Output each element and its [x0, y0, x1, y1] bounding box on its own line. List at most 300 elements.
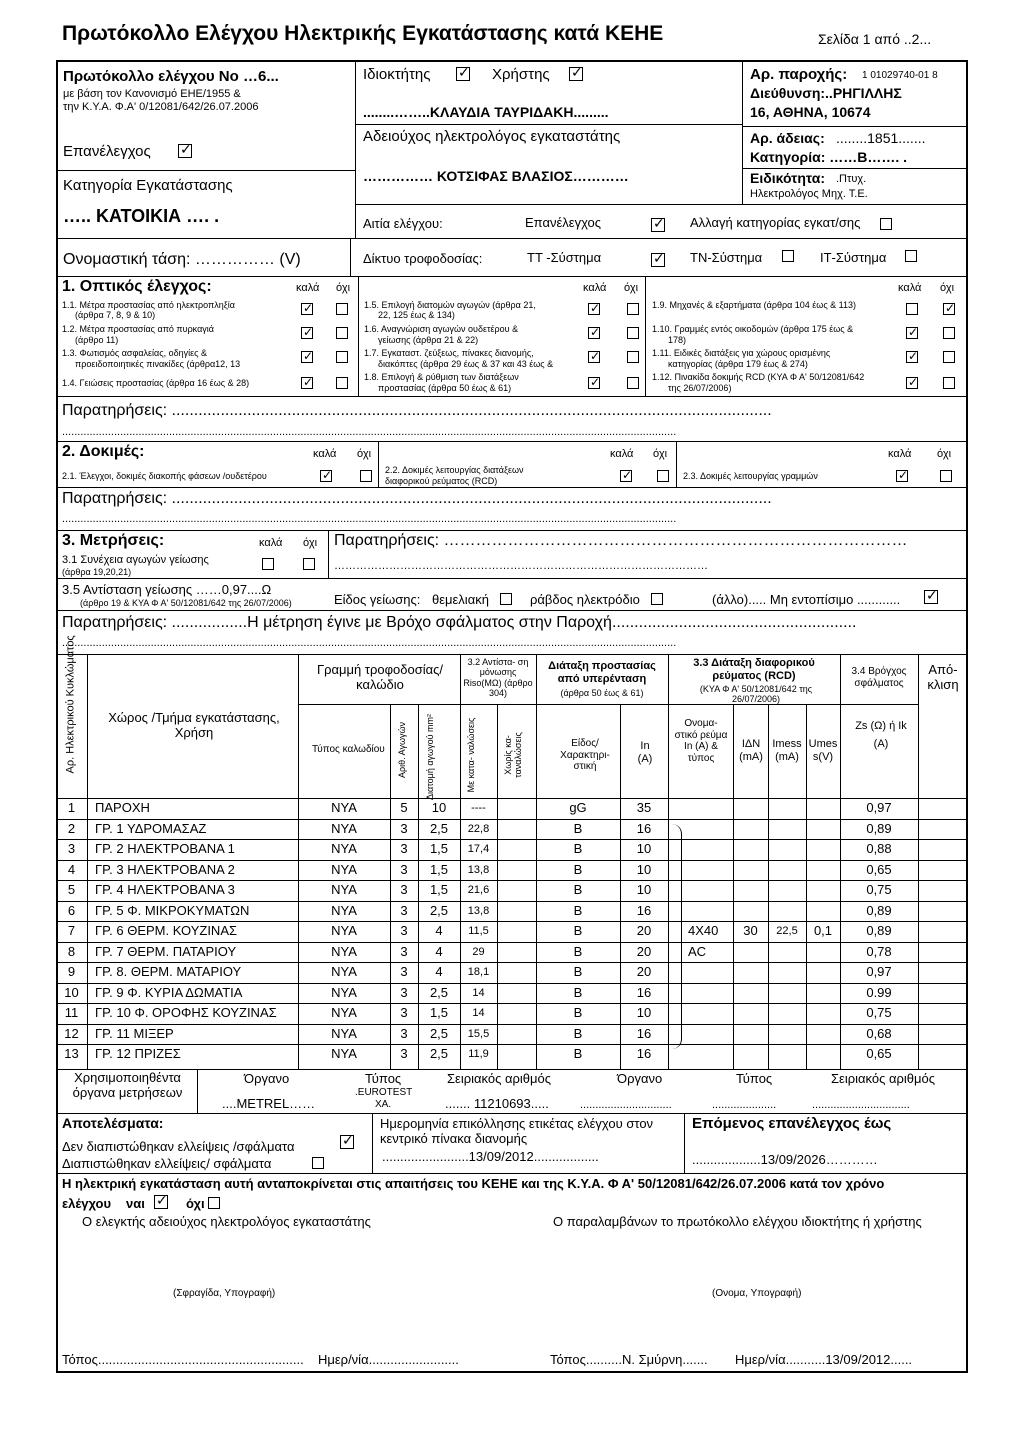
cell-n: 3: [67, 841, 76, 856]
cell-zs: 0,97: [866, 800, 892, 815]
label-date-label-2: κεντρικό πίνακα διανομής: [380, 1131, 528, 1146]
visual-1-3-no[interactable]: [336, 351, 348, 363]
cell-area: ΓΡ. 12 ΠΡΙΖΕΣ: [95, 1046, 181, 1061]
cell-type: B: [573, 943, 583, 959]
cell-zs: 0,89: [866, 923, 892, 938]
col-in: In (A): [637, 740, 653, 765]
tests-title: 2. Δοκιμές:: [62, 443, 145, 460]
cell-zs: 0,89: [866, 820, 892, 836]
network-label: Δίκτυο τροφοδοσίας:: [363, 251, 483, 266]
cell-sec: 4: [435, 964, 443, 979]
cell-umes: [806, 880, 840, 900]
network-tn-checkbox[interactable]: [782, 250, 794, 262]
tests-no-header-3: όχι: [937, 448, 952, 460]
cell-rated: 4X40: [688, 923, 719, 938]
cell-umes: [806, 860, 840, 880]
visual-1-1-no[interactable]: [336, 303, 348, 315]
cell-n: 11: [64, 1005, 79, 1020]
license-label: Αρ. άδειας:: [750, 130, 825, 146]
test-2-1: 2.1. Έλεγχοι, δοκιμές διακοπής φάσεων /ουδετέρου: [62, 471, 267, 481]
measurement-3-5: 3.5 Αντίσταση γείωσης ……0,97....Ω: [62, 582, 272, 597]
visual-item-1-9: 1.9. Μηχανές & εξαρτήματα (άρθρα 104 έως & 113): [652, 300, 857, 310]
cell-cable: NYA: [331, 923, 357, 938]
cell-idn: [733, 819, 768, 839]
cell-sec: 10: [431, 800, 447, 815]
cell-num: 3: [400, 1005, 408, 1020]
reason-recheck-checkbox[interactable]: [651, 218, 665, 232]
cell-iso: 13,8: [467, 863, 490, 876]
visual-item-1-7-ref: διακόπτες (άρθρα 29 έως & 37 και 43 έως &: [378, 359, 554, 369]
visual-1-12-no[interactable]: [943, 377, 955, 389]
cell-in: 16: [636, 902, 652, 918]
cell-sec: 1,5: [429, 841, 449, 856]
cell-area: ΓΡ. 10 Φ. ΟΡΟΦΗΣ ΚΟΥΖΙΝΑΣ: [95, 1005, 277, 1020]
cell-type: B: [573, 841, 583, 856]
measurements-title: 3. Μετρήσεις:: [62, 532, 165, 549]
supply-number-label: Αρ. παροχής:: [750, 66, 848, 83]
visual-item-1-11: 1.11. Ειδικές διατάξεις για χώρους ορισμένης: [652, 348, 831, 358]
cell-sec: 2,5: [429, 820, 449, 836]
instrument-serial-header-2: Σειριακός αριθμός: [831, 1071, 935, 1086]
col-idn: IΔN (mA): [739, 738, 763, 763]
visual-1-5-good[interactable]: [588, 303, 600, 315]
cell-cable: NYA: [331, 861, 357, 877]
cell-num: 3: [400, 923, 408, 938]
cell-rated: [688, 1044, 733, 1064]
visual-1-10-good[interactable]: [906, 327, 918, 339]
rcd-bracket: [672, 824, 682, 1049]
cell-cable: NYA: [331, 841, 357, 856]
instrument-type-header-2: Τύπος: [736, 1071, 773, 1086]
instrument-type-value-2b: .....................: [712, 1099, 777, 1111]
cell-num: 3: [400, 964, 408, 979]
visual-item-1-11-ref: κατηγορίας (άρθρα 179 έως & 274): [668, 359, 808, 369]
cell-type: B: [573, 1025, 583, 1041]
cell-area: ΓΡ. 3 ΗΛΕΚΤΡΟΒΑΝΑ 2: [95, 861, 235, 877]
visual-1-4-good[interactable]: [301, 377, 313, 389]
network-it: ΙΤ-Σύστημα: [820, 250, 887, 265]
cell-zs: 0,75: [866, 1005, 892, 1020]
cell-rated: [688, 819, 733, 839]
test-2-1-no[interactable]: [360, 470, 372, 482]
cell-n: 8: [67, 943, 76, 959]
visual-1-11-good[interactable]: [906, 351, 918, 363]
visual-no-header-2: όχι: [624, 282, 639, 294]
test-2-3: 2.3. Δοκιμές λειτουργίας γραμμών: [683, 471, 818, 481]
cell-num: 3: [400, 1046, 408, 1061]
reason-category-change: Αλλαγή κατηγορίας εγκατ/σης: [690, 215, 861, 230]
network-it-checkbox[interactable]: [905, 250, 917, 262]
instrument-type-value: .EUROTEST: [355, 1087, 413, 1098]
measurement-3-1: 3.1 Συνέχεια αγωγών γείωσης: [62, 554, 209, 566]
cell-rated: [688, 983, 733, 1003]
place-right: Τόπος..........Ν. Σμύρνη.......: [550, 1352, 708, 1367]
cell-iso: 11,9: [468, 1048, 489, 1060]
cell-idn: [733, 1044, 768, 1064]
next-recheck-label: Επόμενος επανέλεγχος έως: [692, 1115, 892, 1132]
cell-zs: 0,78: [866, 943, 892, 959]
tests-no-header-2: όχι: [653, 448, 668, 460]
instruments-label: Χρησιμοποιηθέντα όργανα μετρήσεων: [72, 1070, 183, 1100]
cell-num: 3: [400, 1025, 408, 1041]
cell-iso: 14: [472, 986, 485, 999]
test-2-1-good[interactable]: [320, 470, 332, 482]
cell-sec: 2,5: [429, 984, 449, 1000]
owner-checkbox[interactable]: [456, 67, 470, 81]
cell-rated: [688, 880, 733, 900]
reason-label: Αιτία ελέγχου:: [363, 216, 443, 231]
visual-item-1-10-ref: 178): [668, 335, 687, 345]
cell-in: 20: [636, 923, 652, 938]
cell-sec: 2,5: [429, 1025, 449, 1041]
cell-area: ΠΑΡΟΧΗ: [95, 800, 150, 815]
visual-item-1-7: 1.7. Εγκαταστ. ζεύξεως, πίνακες διανομής,: [364, 348, 534, 358]
recheck-label: Επανέλεγχος: [63, 143, 151, 160]
cell-n: 9: [67, 964, 76, 979]
cell-type: gG: [569, 800, 587, 815]
visual-1-7-no[interactable]: [627, 351, 639, 363]
col-overcurrent-ref: (άρθρα 50 έως & 61): [560, 688, 644, 698]
test-2-2-good[interactable]: [620, 470, 632, 482]
visual-no-header-1: όχι: [336, 282, 351, 294]
col-rcd: 3.3 Διάταξη διαφορικού ρεύματος (RCD): [693, 657, 815, 682]
visual-1-1-good[interactable]: [301, 303, 313, 315]
cell-type: B: [573, 820, 583, 836]
cell-n: 12: [64, 1025, 79, 1041]
cell-idn: [733, 1003, 768, 1023]
col-zs: Zs (Ω) ή Ik (A): [855, 720, 907, 750]
cell-rated: AC: [688, 943, 707, 959]
cell-in: 16: [636, 1025, 652, 1041]
visual-item-1-2: 1.2. Μέτρα προστασίας από πυρκαγιά: [62, 324, 214, 334]
results-title: Αποτελέσματα:: [62, 1115, 164, 1131]
col-conductor-count: Αριθ. Αγωγών: [397, 721, 407, 779]
cell-imes: [768, 1044, 806, 1064]
cell-umes: 0,1: [813, 923, 833, 938]
cell-sec: 1,5: [429, 861, 449, 877]
visual-item-1-5-ref: 22, 125 έως & 134): [378, 310, 455, 320]
cell-sec: 2,5: [429, 902, 449, 918]
cell-area: ΓΡ. 8. ΘΕΡΜ. ΜΑΤΑΡΙΟΥ: [95, 964, 242, 979]
cell-num: 3: [400, 902, 408, 918]
visual-1-2-good[interactable]: [301, 327, 313, 339]
cell-in: 35: [636, 800, 652, 815]
cell-sec: 2,5: [429, 1046, 449, 1061]
cell-n: 5: [67, 882, 76, 897]
cell-num: 3: [400, 820, 408, 836]
cell-cable: NYA: [331, 943, 357, 959]
cell-n: 1: [67, 800, 76, 815]
visual-item-1-10: 1.10. Γραμμές εντός οικοδομών (άρθρα 175 έως &: [652, 324, 854, 334]
cell-area: ΓΡ. 11 ΜΙΞΕΡ: [95, 1025, 174, 1041]
cell-idn: [733, 1024, 768, 1044]
compliance-statement: Η ηλεκτρική εγκατάσταση αυτή ανταποκρίνεται στις απαιτήσεις του ΚΕΗΕ και της Κ.Υ.Α. Φ Α' 50/12081/642/26.07.2006 κατά τον χρόνο: [62, 1176, 885, 1191]
result-faults: Διαπιστώθηκαν ελλείψεις/ σφάλματα: [62, 1156, 272, 1171]
result-no-faults: Δεν διαπιστώθηκαν ελλείψεις /σφάλματα: [62, 1139, 295, 1154]
visual-item-1-8-ref: προστασίας (άρθρα 50 έως & 61): [378, 383, 512, 393]
cell-in: 16: [636, 984, 652, 1000]
cell-iso: 29: [472, 945, 485, 958]
cell-zs: 0,88: [866, 841, 892, 856]
category-value: ….. ΚΑΤΟΙΚΙΑ …. .: [63, 206, 220, 226]
cell-imes: [768, 819, 806, 839]
visual-item-1-1: 1.1. Μέτρα προστασίας από ηλεκτροπληξία: [62, 300, 235, 310]
test-2-2-no[interactable]: [657, 470, 669, 482]
cell-idn: [733, 901, 768, 921]
reason-recheck: Επανέλεγχος: [525, 215, 602, 230]
compliance-statement-2: ελέγχου: [62, 1196, 112, 1211]
cell-zs: 0,97: [866, 964, 892, 979]
electrician-name: …………… ΚΟΤΣΙΦΑΣ ΒΛΑΣΙΟΣ…………: [363, 168, 629, 184]
cell-umes: [806, 839, 840, 859]
visual-remarks-dots: .........................................................................................................................................................................................................: [62, 426, 677, 438]
address-label: Διεύθυνση:..ΡΗΓΙΛΛΗΣ: [750, 85, 902, 101]
cell-in: 20: [636, 964, 652, 979]
compliance-no-checkbox[interactable]: [208, 1197, 220, 1209]
name-signature: (Ονομα, Υπογραφή): [712, 1288, 802, 1299]
tests-good-header-1: καλά: [313, 448, 337, 460]
cell-rated: [688, 860, 733, 880]
visual-item-1-2-ref: (άρθρο 11): [75, 335, 119, 345]
cell-idn: [733, 942, 768, 962]
cell-imes: [768, 942, 806, 962]
electrician-label: Αδειούχος ηλεκτρολόγος εγκαταστάτης: [363, 128, 621, 145]
earth-foundation: θεμελιακή: [432, 592, 489, 607]
cell-idn: [733, 880, 768, 900]
cell-in: 10: [636, 882, 652, 897]
category-label: Κατηγορία Εγκατάστασης: [63, 177, 233, 194]
visual-1-8-no[interactable]: [627, 377, 639, 389]
cell-zs: 0,65: [866, 1046, 892, 1061]
cell-type: B: [573, 1005, 583, 1020]
test-2-3-no[interactable]: [940, 470, 952, 482]
visual-item-1-3-ref: προειδοποιητικές πινακίδες (άρθρα12, 13: [75, 359, 241, 369]
meas-remarks-2: Παρατηρήσεις: .................Η μέτρηση έγινε με Βρόχο σφάλματος στην Παροχή.......................................................: [62, 614, 857, 631]
cell-imes: [768, 798, 806, 818]
compliance-yes-checkbox[interactable]: [154, 1195, 168, 1209]
cell-umes: [806, 962, 840, 982]
cell-imes: [768, 839, 806, 859]
address-value: 16, ΑΘΗΝΑ, 10674: [750, 104, 871, 120]
col-circuit-number: Αρ. Ηλεκτρικού Κυκλώματος: [64, 635, 77, 774]
cell-cable: NYA: [331, 984, 357, 1000]
cell-n: 2: [67, 820, 76, 836]
page-number: Σελίδα 1 από ..2...: [818, 31, 932, 47]
user-checkbox[interactable]: [569, 67, 583, 81]
instrument-serial-value: ....... 11210693.....: [445, 1096, 549, 1111]
compliance-yes: ναι: [126, 1196, 145, 1211]
instrument-serial-value-2: ................................: [812, 1099, 910, 1111]
cell-num: 3: [400, 943, 408, 959]
instrument-type-value-2: XA.: [375, 1099, 392, 1110]
col-section: Διατομή αγωγού mm²: [425, 714, 435, 800]
cell-rated: [688, 962, 733, 982]
meas-remarks-dots: …………………………………………………………………………………………: [334, 560, 708, 572]
cell-area: ΓΡ. 1 ΥΔΡΟΜΑΣΑΖ: [95, 820, 207, 836]
cell-cable: NYA: [331, 1005, 357, 1020]
visual-1-12-good[interactable]: [906, 377, 918, 389]
receiver-label: Ο παραλαμβάνων το πρωτόκολλο ελέγχου ιδιοκτήτης ή χρήστης: [553, 1214, 922, 1229]
earth-other-checkbox[interactable]: [924, 590, 938, 604]
cell-imes: [768, 901, 806, 921]
meas-3-1-no[interactable]: [303, 558, 315, 570]
cell-cable: NYA: [331, 1046, 357, 1061]
instrument-organ-header: Όργανο: [244, 1071, 290, 1086]
cell-sec: 1,5: [429, 882, 449, 897]
cell-iso: 21,6: [467, 884, 490, 896]
tests-remarks-dots: .........................................................................................................................................................................................................: [62, 513, 677, 525]
cell-imes: [768, 880, 806, 900]
cell-idn: [733, 798, 768, 818]
cell-iso: 22,8: [467, 822, 490, 835]
meas-no-header: όχι: [303, 537, 318, 549]
visual-1-4-no[interactable]: [336, 377, 348, 389]
specialty-line-2: Ηλεκτρολόγος Μηχ. Τ.Ε.: [750, 188, 868, 200]
nominal-voltage: Ονομαστική τάση: …………… (V): [63, 251, 301, 268]
result-faults-checkbox[interactable]: [312, 1157, 324, 1169]
cell-iso: 17,4: [467, 843, 490, 855]
cell-imes: [768, 962, 806, 982]
compliance-no: όχι: [186, 1196, 205, 1211]
cell-zs: 0,75: [866, 882, 892, 897]
visual-good-header-1: καλά: [296, 282, 320, 294]
earth-foundation-checkbox[interactable]: [500, 593, 512, 605]
cell-in: 10: [636, 861, 652, 877]
col-umess: Umes s(V): [808, 738, 838, 763]
col-imess: Imess (mA): [772, 738, 802, 763]
cell-rated: [688, 839, 733, 859]
cell-rated: [688, 798, 733, 818]
col-rcd-ref: (ΚΥΑ Φ Α' 50/12081/642 της 26/07/2006): [699, 684, 813, 705]
cell-imes: [768, 1024, 806, 1044]
cell-iso: 13,8: [467, 904, 490, 917]
visual-item-1-3: 1.3. Φωτισμός ασφαλείας, οδηγίες &: [62, 348, 207, 358]
visual-inspection-title: 1. Οπτικός έλεγχος:: [62, 278, 212, 295]
user-label: Χρήστης: [492, 66, 550, 83]
cell-type: B: [573, 964, 583, 979]
test-2-3-good[interactable]: [896, 470, 908, 482]
cell-cable: NYA: [331, 882, 357, 897]
cell-in: 10: [636, 841, 652, 856]
network-tn: ΤΝ-Σύστημα: [690, 250, 763, 265]
cell-zs: 0,68: [866, 1025, 892, 1041]
cell-cable: NYA: [331, 1025, 357, 1041]
earth-other: (άλλο)..... Μη εντοπίσιμο ............: [712, 592, 901, 607]
owner-name: ........……..ΚΛΑΥΔΙΑ ΤΑΥΡΙΔΑΚΗ.........: [363, 104, 609, 120]
cell-type: B: [573, 1046, 583, 1061]
visual-1-5-no[interactable]: [627, 303, 639, 315]
cell-idn: [733, 860, 768, 880]
result-no-faults-checkbox[interactable]: [340, 1135, 354, 1149]
cell-type: B: [573, 923, 583, 938]
page-title: Πρωτόκολλο Ελέγχου Ηλεκτρικής Εγκατάστασης κατά ΚΕΗΕ: [62, 22, 664, 45]
measurement-3-1-ref: (άρθρα 19,20,21): [62, 567, 132, 577]
cell-num: 3: [400, 984, 408, 1000]
cell-rated: [688, 1003, 733, 1023]
cell-idn: [733, 962, 768, 982]
cell-n: 13: [64, 1046, 79, 1061]
earth-rod-checkbox[interactable]: [651, 593, 663, 605]
cell-area: ΓΡ. 2 ΗΛΕΚΤΡΟΒΑΝΑ 1: [95, 841, 235, 856]
cell-zs: 0,65: [866, 861, 892, 877]
cell-area: ΓΡ. 7 ΘΕΡΜ. ΠΑΤΑΡΙΟΥ: [95, 943, 237, 959]
cell-cable: NYA: [331, 964, 357, 979]
cell-rated: [688, 1024, 733, 1044]
visual-1-6-no[interactable]: [627, 327, 639, 339]
cell-num: 3: [400, 841, 408, 856]
col-overcurrent-protection: Διάταξη προστασίας από υπερένταση: [548, 660, 656, 685]
basis-line-2: την Κ.Υ.Α. Φ.Α' 0/12081/642/26.07.2006: [63, 101, 259, 113]
visual-1-7-good[interactable]: [588, 351, 600, 363]
visual-1-11-no[interactable]: [943, 351, 955, 363]
visual-1-2-no[interactable]: [336, 327, 348, 339]
cell-umes: [806, 942, 840, 962]
owner-label: Ιδιοκτήτης: [363, 66, 431, 83]
cell-area: ΓΡ. 9 Φ. ΚΥΡΙΑ ΔΩΜΑΤΙΑ: [95, 984, 243, 1000]
cell-type: B: [573, 861, 583, 877]
visual-item-1-4: 1.4. Γειώσεις προστασίας (άρθρα 16 έως & 28): [62, 378, 250, 388]
cell-imes: [768, 1003, 806, 1023]
network-tt-checkbox[interactable]: [651, 253, 665, 267]
cell-in: 16: [636, 1046, 652, 1061]
cell-in: 20: [636, 943, 652, 959]
cell-n: 4: [67, 861, 76, 877]
visual-item-1-5: 1.5. Επιλογή διατομών αγωγών (άρθρα 21,: [364, 300, 536, 310]
col-fault-loop: 3.4 Βρόγχος σφάλματος: [851, 666, 907, 689]
cell-cable: NYA: [331, 820, 357, 836]
cell-imes: [768, 860, 806, 880]
visual-1-9-good[interactable]: [906, 303, 918, 315]
license-value: ........1851.......: [836, 130, 926, 146]
cell-zs: 0,89: [866, 902, 892, 918]
meas-3-1-good[interactable]: [262, 558, 274, 570]
visual-1-6-good[interactable]: [588, 327, 600, 339]
cell-idn: [733, 983, 768, 1003]
measurement-3-5-ref: (άρθρο 19 & ΚΥΑ Φ Α' 50/12081/642 της 26/07/2006): [80, 598, 292, 608]
visual-item-1-1-ref: (άρθρα 7, 8, 9 & 10): [75, 310, 156, 320]
cell-iso: 11,5: [468, 925, 489, 937]
instrument-organ-header-2: Όργανο: [617, 1071, 663, 1086]
col-insulation: 3.2 Αντίστα- ση μόνωσης Riso(MΩ) (άρθρο 304): [463, 657, 533, 699]
cell-sec: 4: [435, 923, 443, 938]
col-type-characteristic: Είδος/ Χαρακτηρι- στική: [560, 738, 610, 772]
cell-iso: ----: [471, 802, 486, 814]
cell-cable: NYA: [331, 902, 357, 918]
col-cable-type: Τύπος καλωδίου: [312, 744, 385, 755]
visual-item-1-12: 1.12. Πινακίδα δοκιμής RCD (ΚΥΑ Φ Α' 50/12081/642: [652, 372, 865, 382]
visual-good-header-2: καλά: [583, 282, 607, 294]
cell-imes: [768, 983, 806, 1003]
cell-num: 5: [400, 800, 408, 815]
protocol-number: Πρωτόκολλο ελέγχου Νο …6...: [63, 68, 279, 85]
visual-good-header-3: καλά: [898, 282, 922, 294]
cell-n: 6: [67, 902, 76, 918]
cell-in: 16: [636, 820, 652, 836]
visual-1-8-good[interactable]: [588, 377, 600, 389]
inspector-label: Ο ελεγκτής αδειούχος ηλεκτρολόγος εγκαταστάτης: [82, 1214, 371, 1229]
cell-imes: 22,5: [776, 925, 798, 937]
meas-remarks: Παρατηρήσεις: ……………………………………………………………………………: [334, 532, 908, 549]
recheck-checkbox[interactable]: [178, 144, 192, 158]
reason-category-change-checkbox[interactable]: [880, 218, 892, 230]
cell-n: 7: [67, 923, 76, 938]
cell-type: B: [573, 902, 583, 918]
visual-1-3-good[interactable]: [301, 351, 313, 363]
visual-no-header-3: όχι: [940, 282, 955, 294]
visual-1-10-no[interactable]: [943, 327, 955, 339]
visual-1-9-no[interactable]: [943, 303, 955, 315]
test-2-2: 2.2. Δοκιμές λειτουργίας διατάξεων: [385, 465, 524, 475]
